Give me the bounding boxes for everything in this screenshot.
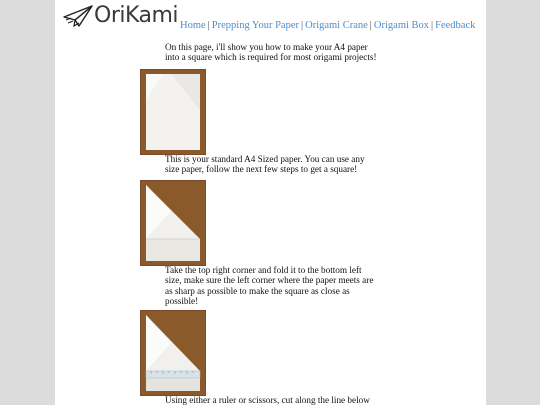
a4-paper-photo xyxy=(140,69,206,155)
main-nav xyxy=(180,20,475,31)
brand-name: OriKami xyxy=(94,3,179,28)
nav-separator: | xyxy=(431,20,434,31)
nav-link-origami-box[interactable]: Origami Box xyxy=(373,20,430,31)
ruler-cut-photo xyxy=(140,310,206,396)
nav-link-prepping-your-paper[interactable]: Prepping Your Paper xyxy=(211,20,299,31)
step3-text: Using either a ruler or scissors, cut along the line below xyxy=(165,395,370,405)
nav-separator: | xyxy=(369,20,372,31)
nav-link-origami-crane[interactable]: Origami Crane xyxy=(305,20,368,31)
nav-link-home[interactable]: Home xyxy=(180,20,206,31)
nav-link-feedback[interactable]: Feedback xyxy=(435,20,476,31)
nav-separator: | xyxy=(301,20,304,31)
step1-text: This is your standard A4 Sized paper. You can use any size paper, follow the next few steps to get a square! xyxy=(165,154,365,175)
step2-text: Take the top right corner and fold it to the bottom left size, make sure the left corner where the paper meets are as sharp as possible to make the square as close as possible! xyxy=(165,265,374,307)
intro-text: On this page, i'll show you how to make your A4 paper into a square which is required for most origami projects! xyxy=(165,42,377,63)
site-logo[interactable] xyxy=(63,4,178,28)
folded-triangle-photo xyxy=(140,180,206,266)
nav-separator: | xyxy=(207,20,210,31)
paper-plane-icon xyxy=(63,5,93,27)
